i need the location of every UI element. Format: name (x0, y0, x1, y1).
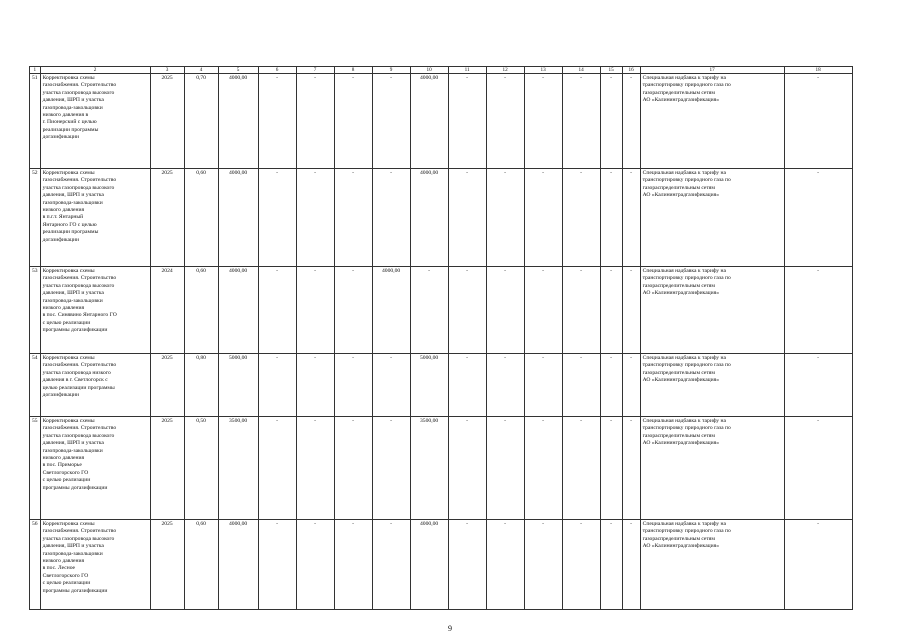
table-cell: - (448, 354, 486, 417)
table-cell: - (486, 520, 524, 610)
column-number: 8 (334, 67, 372, 74)
table-cell: - (600, 74, 622, 169)
column-number: 17 (640, 67, 784, 74)
table-row (30, 74, 853, 169)
column-number: 1 (30, 67, 41, 74)
column-number: 5 (218, 67, 258, 74)
table-cell: - (562, 169, 600, 267)
investment-program-table (29, 66, 853, 610)
column-number: 3 (150, 67, 184, 74)
table-cell: - (258, 267, 296, 354)
table-cell: - (524, 169, 562, 267)
funding-source-cell: Специальная надбавка к тарифу на транспортировку природного газа по газораспределительным сетям АО «Калининградгазификация» (640, 520, 784, 610)
table-cell: - (622, 267, 640, 354)
table-cell: - (784, 520, 852, 610)
column-number: 18 (784, 67, 852, 74)
table-cell: 0,60 (184, 520, 218, 610)
table-cell: - (372, 169, 410, 267)
table-cell: - (784, 354, 852, 417)
table-cell: - (600, 169, 622, 267)
table-cell: - (562, 267, 600, 354)
column-number-header-row (30, 67, 853, 74)
table-row (30, 267, 853, 354)
table-cell: - (296, 354, 334, 417)
table-cell: - (258, 74, 296, 169)
table-cell: 0,80 (184, 354, 218, 417)
table-cell: 4000,00 (218, 267, 258, 354)
column-number: 15 (600, 67, 622, 74)
table-cell: - (784, 267, 852, 354)
table-cell: - (524, 354, 562, 417)
table-cell: 2025 (150, 74, 184, 169)
column-number: 13 (524, 67, 562, 74)
table-cell: - (448, 169, 486, 267)
table-cell: 5000,00 (218, 354, 258, 417)
table-cell: - (448, 417, 486, 520)
table-cell: - (524, 267, 562, 354)
row-number-cell: 51 (30, 74, 41, 169)
row-number-cell: 56 (30, 520, 41, 610)
table-cell: - (524, 417, 562, 520)
measure-description-cell: Корректировка схемы газоснабжения. Строительство участка газопровода высокого давления, ШРП и участка газопровода-закольцовки низкого давления в пос. Приморье Светлогорского ГО с целью реализации программы догазификации (40, 417, 150, 520)
table-cell: - (410, 267, 448, 354)
row-number-cell: 52 (30, 169, 41, 267)
table-cell: 4000,00 (218, 520, 258, 610)
table-cell: 2025 (150, 417, 184, 520)
table-cell: - (258, 169, 296, 267)
table-cell: - (600, 520, 622, 610)
measure-description-cell: Корректировка схемы газоснабжения. Строительство участка газопровода высокого давления, ШРП и участка газопровода-закольцовки низкого давления в пос. Лесное Светлогорского ГО с целью реализации программы догазификации (40, 520, 150, 610)
table-row (30, 354, 853, 417)
page-number: 9 (448, 624, 452, 633)
table-cell: - (372, 417, 410, 520)
column-number: 4 (184, 67, 218, 74)
table-cell: - (372, 74, 410, 169)
table-cell: - (296, 520, 334, 610)
table-cell: 2025 (150, 354, 184, 417)
table-cell: - (622, 354, 640, 417)
table-cell: - (486, 267, 524, 354)
table-cell: - (562, 74, 600, 169)
table-cell: - (258, 417, 296, 520)
table-cell: - (622, 520, 640, 610)
measure-description-cell: Корректировка схемы газоснабжения. Строительство участка газопровода высокого давления, ШРП и участка газопровода-закольцовки низкого давления в пос. Синявино Янтарного ГО с целью реализации программы догазификации (40, 267, 150, 354)
column-number: 7 (296, 67, 334, 74)
table-cell: - (296, 267, 334, 354)
measure-description-cell: Корректировка схемы газоснабжения. Строительство участка газопровода высокого давления, ШРП и участка газопровода-закольцовки низкого давления в г. Пионерский с целью реализации программы догазификации (40, 74, 150, 169)
table-cell: 0,50 (184, 417, 218, 520)
row-number-cell: 55 (30, 417, 41, 520)
table-cell: - (334, 417, 372, 520)
table-cell: 4000,00 (372, 267, 410, 354)
table-cell: 3500,00 (218, 417, 258, 520)
table-cell: - (600, 417, 622, 520)
table-cell: 4000,00 (410, 520, 448, 610)
table-cell: - (334, 169, 372, 267)
funding-source-cell: Специальная надбавка к тарифу на транспортировку природного газа по газораспределительным сетям АО «Калининградгазификация» (640, 354, 784, 417)
table-cell: - (784, 74, 852, 169)
table-row (30, 169, 853, 267)
row-number-cell: 54 (30, 354, 41, 417)
measure-description-cell: Корректировка схемы газоснабжения. Строительство участка газопровода высокого давления, ШРП и участка газопровода-закольцовки низкого давления в п.г.т. Янтарный Янтарного ГО с целью реализации программы догазификации (40, 169, 150, 267)
table-cell: - (334, 74, 372, 169)
table-cell: 0,60 (184, 267, 218, 354)
table-cell: 4000,00 (218, 74, 258, 169)
table-cell: - (600, 354, 622, 417)
funding-source-cell: Специальная надбавка к тарифу на транспортировку природного газа по газораспределительным сетям АО «Калининградгазификация» (640, 417, 784, 520)
table-cell: - (622, 417, 640, 520)
table-cell: 2025 (150, 520, 184, 610)
table-cell: - (258, 520, 296, 610)
row-number-cell: 53 (30, 267, 41, 354)
table-cell: 0,70 (184, 74, 218, 169)
funding-source-cell: Специальная надбавка к тарифу на транспортировку природного газа по газораспределительным сетям АО «Калининградгазификация» (640, 267, 784, 354)
table-row (30, 417, 853, 520)
measure-description-cell: Корректировка схемы газоснабжения. Строительство участка газопровода низкого давления в г. Светлогорск с целью реализации программы догазификации (40, 354, 150, 417)
table-cell: - (524, 74, 562, 169)
column-number: 9 (372, 67, 410, 74)
column-number: 14 (562, 67, 600, 74)
table-cell: - (372, 354, 410, 417)
table-cell: - (296, 169, 334, 267)
table-cell: - (448, 74, 486, 169)
funding-source-cell: Специальная надбавка к тарифу на транспортировку природного газа по газораспределительным сетям АО «Калининградгазификация» (640, 74, 784, 169)
table-cell: 0,60 (184, 169, 218, 267)
column-number: 10 (410, 67, 448, 74)
table-cell: - (334, 520, 372, 610)
column-number: 11 (448, 67, 486, 74)
table-cell: - (622, 74, 640, 169)
table-cell: 4000,00 (410, 169, 448, 267)
table-cell: - (600, 267, 622, 354)
table-cell: - (296, 74, 334, 169)
table-cell: - (258, 354, 296, 417)
table-cell: - (486, 354, 524, 417)
table-cell: - (784, 417, 852, 520)
table-cell: - (562, 417, 600, 520)
table-cell: - (334, 267, 372, 354)
table-cell: 2024 (150, 267, 184, 354)
table-cell: - (372, 520, 410, 610)
column-number: 12 (486, 67, 524, 74)
table-cell: - (334, 354, 372, 417)
table-cell: 4000,00 (218, 169, 258, 267)
table-cell: - (486, 169, 524, 267)
table-cell: - (486, 417, 524, 520)
table-cell: - (448, 267, 486, 354)
table-cell: - (486, 74, 524, 169)
column-number: 16 (622, 67, 640, 74)
table-cell: - (784, 169, 852, 267)
column-number: 2 (40, 67, 150, 74)
funding-source-cell: Специальная надбавка к тарифу на транспортировку природного газа по газораспределительным сетям АО «Калининградгазификация» (640, 169, 784, 267)
table-cell: - (622, 169, 640, 267)
table-cell: 3500,00 (410, 417, 448, 520)
table-body (30, 67, 853, 610)
table-row (30, 520, 853, 610)
table-cell: - (296, 417, 334, 520)
table-cell: 5000,00 (410, 354, 448, 417)
table-cell: 2025 (150, 169, 184, 267)
table-cell: - (562, 354, 600, 417)
table-cell: - (524, 520, 562, 610)
table-cell: - (562, 520, 600, 610)
table-cell: - (448, 520, 486, 610)
column-number: 6 (258, 67, 296, 74)
table-cell: 4000,00 (410, 74, 448, 169)
